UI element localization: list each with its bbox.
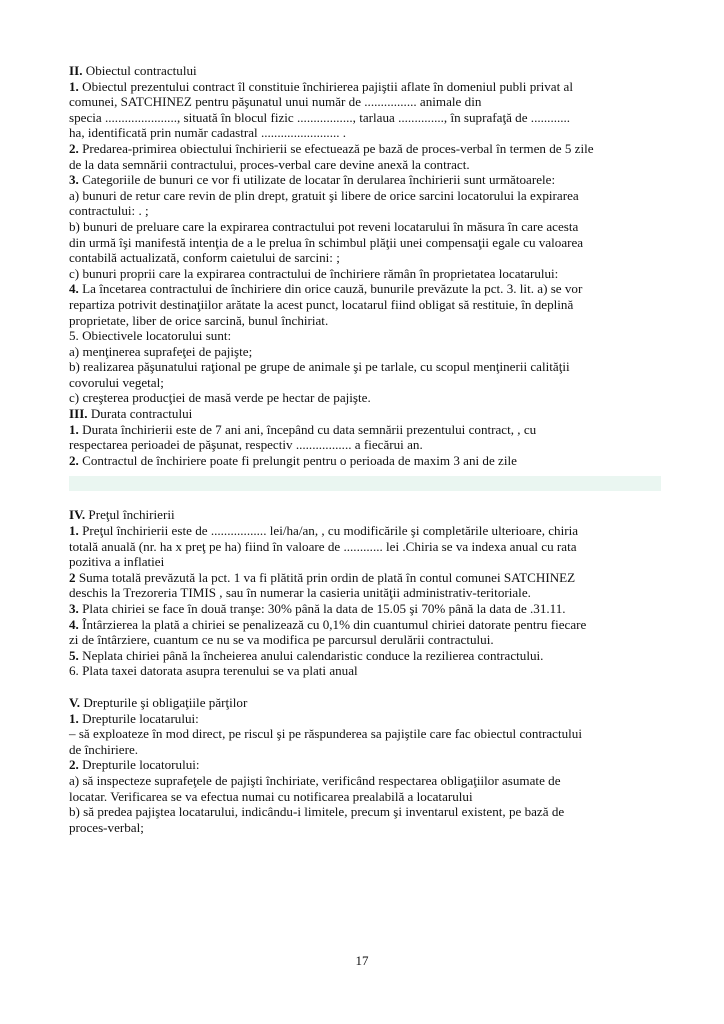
item-number: 2 bbox=[69, 569, 76, 585]
item-number: 2. bbox=[69, 757, 79, 773]
paragraph bbox=[69, 617, 661, 633]
section-title: Obiectul contractului bbox=[85, 63, 197, 78]
text-line: deschis la Trezoreria TIMIS , sau în numerar la casieria unităţii administrativ-teritoriale. bbox=[69, 585, 531, 601]
text-line: de la data semnării contractului, proces-verbal care devine anexă la contract. bbox=[69, 156, 470, 172]
item-number: 2. bbox=[69, 452, 79, 468]
item-number: 3. bbox=[69, 172, 79, 188]
text-line: comunei, SATCHINEZ pentru păşunatul unui număr de ................ animale din bbox=[69, 94, 482, 110]
item-number: 1. bbox=[69, 78, 79, 94]
spacer bbox=[69, 679, 661, 695]
paragraph bbox=[69, 453, 661, 469]
item-number: 1. bbox=[69, 523, 79, 539]
text-line: 5. Obiectivele locatorului sunt: bbox=[69, 328, 232, 344]
section-heading bbox=[69, 695, 661, 711]
section-number: II. bbox=[69, 63, 83, 78]
text-line: contractului: . ; bbox=[69, 203, 149, 219]
item-number: 3. bbox=[69, 601, 79, 616]
paragraph bbox=[69, 523, 661, 539]
item-number: 4. bbox=[69, 616, 79, 632]
text-line: Obiectul prezentului contract îl constituie închirierea pajiştii aflate în domeniul publi privat al bbox=[82, 78, 573, 94]
text-line: Drepturile locatorului: bbox=[82, 757, 200, 773]
text-line: c) creşterea producţiei de masă verde pe hectar de pajişte. bbox=[69, 390, 371, 406]
text-line: c) bunuri proprii care la expirarea contractului de închiriere rămân în proprietatea locatarului: bbox=[69, 265, 559, 281]
text-line: pozitiva a inflatiei bbox=[69, 554, 165, 570]
paragraph bbox=[69, 757, 661, 773]
text-line: a) menţinerea suprafeţei de pajişte; bbox=[69, 343, 253, 359]
text-line: La încetarea contractului de închiriere din orice cauză, bunurile prevăzute la pct. 3. lit. a) se vor bbox=[82, 281, 583, 297]
text-line: proprietate, liber de orice sarcină, bunul închiriat. bbox=[69, 312, 329, 328]
text-line: b) bunuri de preluare care la expirarea contractului pot reveni locatarului în măsura în care acesta bbox=[69, 218, 579, 234]
text-line: totală anuală (nr. ha x preţ pe ha) fiind în valoare de ............ lei .Chiria se va indexa anual cu rata bbox=[69, 538, 577, 554]
text-line: zi de întârziere, cuantum ce nu se va modifica pe parcursul derulării contractului. bbox=[69, 632, 494, 648]
text-line: Drepturile locatarului: bbox=[82, 710, 199, 726]
text-line: Preţul închirierii este de ................. lei/ha/an, , cu modificările şi completările ulterioare, chiria bbox=[82, 523, 579, 539]
section-4-price bbox=[69, 507, 661, 679]
text-line: a) să inspecteze suprafeţele de pajişti închiriate, verificând respectarea obligaţiilor asumate de bbox=[69, 772, 561, 788]
text-line: specia ......................, situată în blocul fizic ................., tarlaua .............., în suprafaţă de ............ bbox=[69, 109, 571, 125]
text-line: b) să predea pajiştea locatarului, indicându-i limitele, precum şi inventarul existent, pe bază de bbox=[69, 804, 565, 820]
section-heading bbox=[69, 507, 661, 523]
paragraph bbox=[69, 79, 661, 95]
text-line: a) bunuri de retur care revin de plin drept, gratuit şi libere de orice sarcini locatorului la expirarea bbox=[69, 187, 579, 203]
text-line: Neplata chiriei până la încheierea anului calendaristic conduce la rezilierea contractului. bbox=[82, 647, 544, 663]
section-3-duration bbox=[69, 406, 661, 468]
section-heading bbox=[69, 63, 661, 79]
section-5-rights bbox=[69, 695, 661, 835]
text-line: ha, identificată prin număr cadastral ........................ . bbox=[69, 125, 347, 141]
item-number: 5. bbox=[69, 647, 79, 663]
text-line: Predarea-primirea obiectului închirierii se efectuează pe bază de proces-verbal în termen de 5 zile bbox=[82, 140, 594, 156]
paragraph bbox=[69, 648, 661, 664]
section-number: III. bbox=[69, 406, 88, 422]
text-line: Întârzierea la plată a chiriei se penalizează cu 0,1% din cuantumul chiriei datorate pentru fiecare bbox=[82, 616, 587, 632]
section-heading bbox=[69, 406, 661, 422]
paragraph bbox=[69, 570, 661, 586]
highlight-band bbox=[69, 476, 661, 491]
text-line: 6. Plata taxei datorata asupra terenului se va plati anual bbox=[69, 663, 358, 679]
text-line: Suma totală prevăzută la pct. 1 va fi plătită prin ordin de plată în contul comunei SATCHINEZ bbox=[78, 569, 576, 585]
text-line: Plata chiriei se face în două tranşe: 30% până la data de 15.05 şi 70% până la data de .31.11. bbox=[82, 601, 566, 616]
item-number: 1. bbox=[69, 421, 79, 437]
paragraph bbox=[69, 422, 661, 438]
section-title: Preţul închirierii bbox=[88, 507, 175, 523]
text-line: repartiza potrivit destinaţiilor arătate la acest punct, locatarul fiind obligat să restituie, în deplină bbox=[69, 296, 574, 312]
text-line: Contractul de închiriere poate fi prelungit pentru o perioada de maxim 3 ani de zile bbox=[82, 452, 517, 468]
text-line: din urmă îşi manifestă intenţia de a le prelua în schimbul plăţii unei compensaţii egale cu valoarea bbox=[69, 234, 584, 250]
text-line: proces-verbal; bbox=[69, 819, 144, 835]
paragraph bbox=[69, 601, 661, 617]
text-line: – să exploateze în mod direct, pe riscul şi pe răspunderea sa pajiştile care fac obiectul contractului bbox=[69, 726, 582, 742]
section-title: Durata contractului bbox=[90, 406, 193, 422]
text-line: de închiriere. bbox=[69, 741, 139, 757]
section-number: V. bbox=[69, 694, 81, 710]
text-line: contabilă actualizată, conform caietului de sarcini: ; bbox=[69, 250, 340, 266]
text-line: respectarea perioadei de păşunat, respectiv ................. a fiecărui an. bbox=[69, 437, 423, 453]
section-title: Drepturile şi obligaţiile părţilor bbox=[83, 694, 248, 710]
text-line: covorului vegetal; bbox=[69, 374, 164, 390]
item-number: 2. bbox=[69, 140, 79, 156]
text-line: b) realizarea păşunatului raţional pe grupe de animale şi pe tarlale, cu scopul menţinerii calităţii bbox=[69, 359, 570, 375]
paragraph bbox=[69, 281, 661, 297]
text-line: Categoriile de bunuri ce vor fi utilizate de locatar în derularea închirierii sunt următoarele: bbox=[82, 172, 556, 188]
document-page bbox=[69, 63, 661, 835]
page-number: 17 bbox=[355, 953, 369, 968]
section-number: IV. bbox=[69, 507, 86, 523]
item-number: 1. bbox=[69, 710, 79, 726]
text-line: Durata închirierii este de 7 ani ani, începând cu data semnării prezentului contract, , cu bbox=[82, 421, 537, 437]
item-number: 4. bbox=[69, 281, 79, 297]
paragraph bbox=[69, 172, 661, 188]
text-line: locatar. Verificarea se va efectua numai cu notificarea prealabilă a locatarului bbox=[69, 788, 473, 804]
paragraph bbox=[69, 141, 661, 157]
paragraph bbox=[69, 711, 661, 727]
section-2-object bbox=[69, 63, 661, 406]
